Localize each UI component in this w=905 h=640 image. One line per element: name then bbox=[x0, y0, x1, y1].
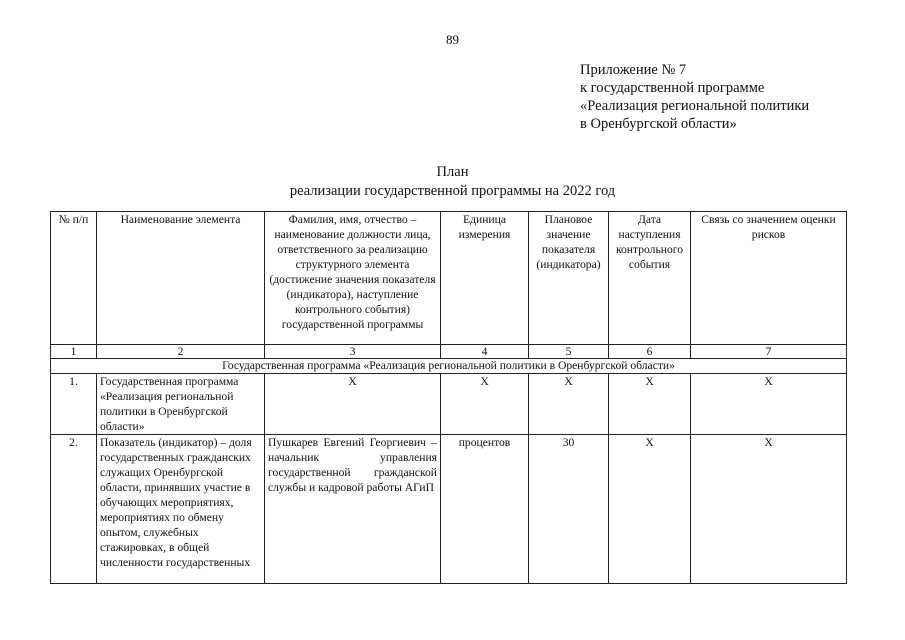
plan-table bbox=[50, 211, 847, 584]
document-title bbox=[0, 163, 905, 201]
column-number: 6 bbox=[609, 345, 691, 359]
section-title: Государственная программа «Реализация региональной политики в Оренбургской области» bbox=[51, 359, 847, 374]
header-cell: № п/п bbox=[51, 212, 97, 345]
title-line-1: План bbox=[436, 164, 469, 180]
row-number: 2. bbox=[51, 435, 97, 584]
responsible-person: Пушкарев Евгений Георгиевич – начальник управления государственной гражданской службы и кадровой работы АГиП bbox=[265, 435, 441, 584]
appendix-line-4: в Оренбургской области» bbox=[580, 116, 737, 132]
header-cell: Фамилия, имя, отчество – наименование должности лица, ответственного за реализацию структурного элемента (достижение значения показателя (индикатора), наступление контрольного события) государственной программы bbox=[265, 212, 441, 345]
header-cell: Единица измерения bbox=[441, 212, 529, 345]
appendix-line-3: «Реализация региональной политики bbox=[580, 98, 810, 114]
risk-link: Х bbox=[691, 374, 847, 435]
header-cell: Плановое значение показателя (индикатора) bbox=[529, 212, 609, 345]
element-name: Государственная программа «Реализация региональной политики в Оренбургской области» bbox=[97, 374, 265, 435]
section-row bbox=[51, 359, 847, 374]
risk-link: Х bbox=[691, 435, 847, 584]
appendix-note bbox=[580, 61, 809, 133]
plan-value: Х bbox=[529, 374, 609, 435]
row-number: 1. bbox=[51, 374, 97, 435]
table-header-row bbox=[51, 212, 847, 345]
table-row bbox=[51, 435, 847, 584]
column-number: 3 bbox=[265, 345, 441, 359]
header-cell: Наименование элемента bbox=[97, 212, 265, 345]
plan-value: 30 bbox=[529, 435, 609, 584]
table-row bbox=[51, 374, 847, 435]
column-number: 2 bbox=[97, 345, 265, 359]
appendix-line-1: Приложение № 7 bbox=[580, 62, 687, 78]
element-name: Показатель (индикатор) – доля государственных гражданских служащих Оренбургской области, принявших участие в обучающих мероприятиях, мероприятиях по обмену опытом, служебных стажировках, в общей численности государственных bbox=[97, 435, 265, 584]
page-number: 89 bbox=[446, 32, 459, 47]
column-number: 7 bbox=[691, 345, 847, 359]
responsible-person: Х bbox=[265, 374, 441, 435]
column-number-row bbox=[51, 345, 847, 359]
header-cell: Связь со значением оценки рисков bbox=[691, 212, 847, 345]
column-number: 1 bbox=[51, 345, 97, 359]
event-date: Х bbox=[609, 435, 691, 584]
event-date: Х bbox=[609, 374, 691, 435]
appendix-line-2: к государственной программе bbox=[580, 80, 765, 96]
column-number: 5 bbox=[529, 345, 609, 359]
unit: Х bbox=[441, 374, 529, 435]
header-cell: Дата наступления контрольного события bbox=[609, 212, 691, 345]
column-number: 4 bbox=[441, 345, 529, 359]
unit: процентов bbox=[441, 435, 529, 584]
title-line-2: реализации государственной программы на 2022 год bbox=[289, 183, 616, 199]
